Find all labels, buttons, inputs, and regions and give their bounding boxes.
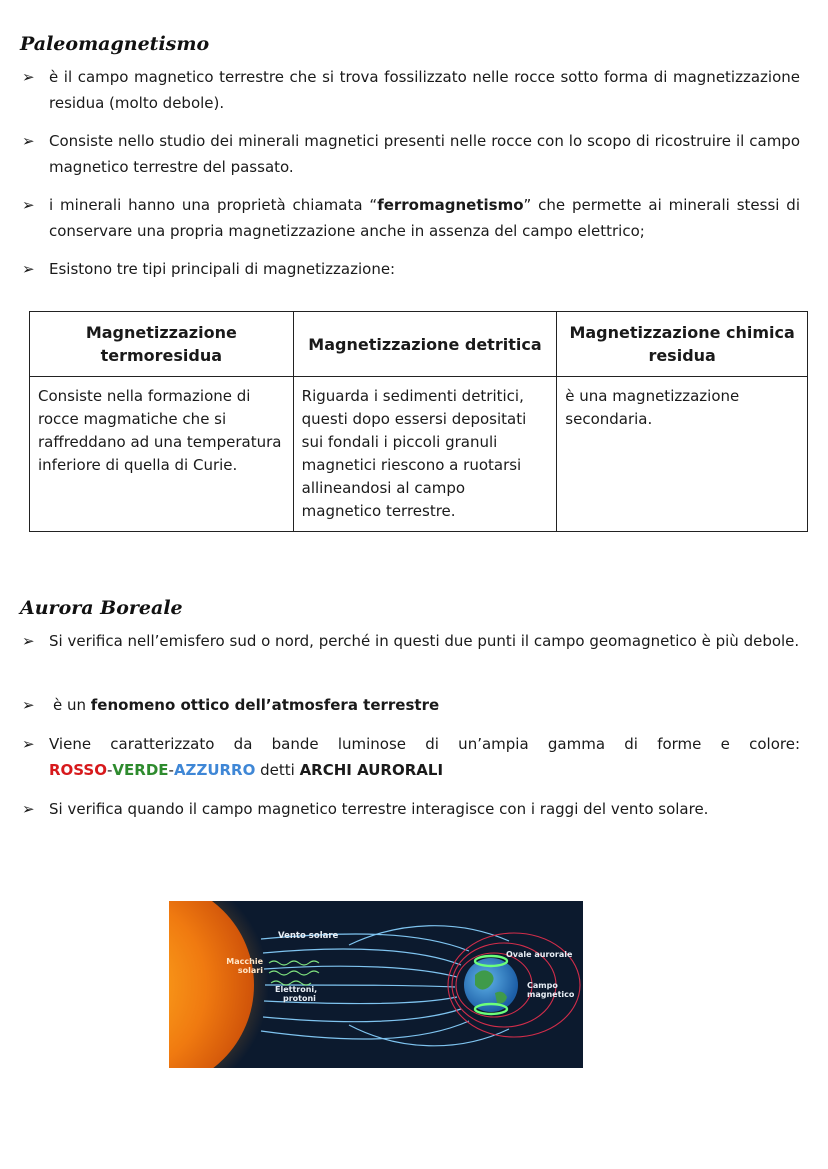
paleo-bullet-3-post: ” che permette ai minerali stessi di conservare una propria magnetizzazione anche in assenza del campo elettrico; — [49, 196, 800, 240]
label-elettroni-line1: Elettroni, — [275, 985, 318, 994]
color-verde: VERDE — [112, 761, 169, 779]
aurora-bullet-1-text: Si verifica nell’emisfero sud o nord, perché in questi due punti il campo geomagnetico è più debole. — [49, 632, 800, 650]
label-elettroni-protoni — [275, 985, 317, 1003]
table-cell-chimica: è una magnetizzazione secondaria. — [557, 377, 808, 532]
paleo-bullet-2 — [22, 128, 800, 180]
paleo-bullet-2-text: Consiste nello studio dei minerali magnetici presenti nelle rocce con lo scopo di ricostruire il campo magnetico terrestre del passato. — [49, 132, 800, 176]
paleo-bullet-3 — [22, 192, 800, 244]
table-header-detritica: Magnetizzazione detritica — [293, 312, 557, 377]
color-separator: - — [168, 761, 174, 779]
color-azzurro: AZZURRO — [173, 761, 256, 779]
aurora-bullet-3 — [22, 731, 800, 783]
arrow-bullet-icon: ➢ — [22, 196, 35, 214]
label-elettroni-line2: protoni — [283, 994, 316, 1003]
paleo-bullet-1 — [22, 64, 800, 116]
aurora-bullet-4 — [22, 796, 800, 822]
arrow-bullet-icon: ➢ — [22, 800, 35, 818]
arrow-bullet-icon: ➢ — [22, 696, 35, 714]
archi-aurorali-term: ARCHI AURORALI — [299, 761, 444, 779]
table-cell-termoresidua: Consiste nella formazione di rocce magmatiche che si raffreddano ad una temperatura inferiore di quella di Curie. — [30, 377, 294, 532]
aurora-bullet-3-text — [49, 731, 800, 783]
label-campo-magnetico — [527, 981, 574, 999]
label-vento-solare: Vento solare — [278, 931, 339, 941]
label-campo-line1: Campo — [527, 981, 558, 990]
paleo-bullet-4 — [22, 256, 800, 282]
aurora-bullet-2 — [22, 692, 800, 718]
ferromagnetismo-term: ferromagnetismo — [377, 196, 524, 214]
table-header-termoresidua: Magnetizzazione termoresidua — [30, 312, 294, 377]
paleo-bullet-3-text — [49, 192, 800, 244]
aurora-bullet-3-mid: detti — [255, 761, 300, 779]
paleo-bullet-4-text: Esistono tre tipi principali di magnetizzazione: — [49, 260, 396, 278]
label-macchie-line2: solari — [237, 966, 263, 975]
aurora-bullet-1 — [22, 628, 800, 654]
arrow-bullet-icon: ➢ — [22, 132, 35, 150]
aurora-bullet-3-line1: Viene caratterizzato da bande luminose di un’ampia gamma di forme e colore: — [49, 735, 800, 753]
color-rosso: ROSSO — [49, 761, 107, 779]
aurora-bullet-2-pre: è un — [53, 696, 91, 714]
color-separator: - — [107, 761, 113, 779]
aurora-bullet-4-text: Si verifica quando il campo magnetico terrestre interagisce con i raggi del vento solare. — [49, 800, 709, 818]
paleo-bullet-1-text: è il campo magnetico terrestre che si trova fossilizzato nelle rocce sotto forma di magnetizzazione residua (molto debole). — [49, 68, 800, 112]
table-header-chimica: Magnetizzazione chimica residua — [557, 312, 808, 377]
arrow-bullet-icon: ➢ — [22, 632, 35, 650]
section-title-paleomagnetismo: Paleomagnetismo — [20, 33, 210, 55]
label-ovale-aurorale: Ovale aurorale — [506, 950, 573, 959]
aurora-bullet-2-text — [53, 692, 800, 718]
aurora-bullet-3-line2 — [49, 757, 800, 783]
label-macchie-line1: Macchie — [226, 957, 263, 966]
arrow-bullet-icon: ➢ — [22, 260, 35, 278]
label-macchie-solari — [221, 957, 263, 975]
solar-wind-illustration — [169, 901, 583, 1068]
arrow-bullet-icon: ➢ — [22, 735, 35, 753]
table-header-row — [30, 312, 808, 377]
magnetization-table — [29, 311, 808, 532]
arrow-bullet-icon: ➢ — [22, 68, 35, 86]
solar-wind-figure — [169, 901, 583, 1068]
table-cell-detritica: Riguarda i sedimenti detritici, questi dopo essersi depositati sui fondali i piccoli granuli magnetici riescono a ruotarsi allineandosi al campo magnetico terrestre. — [293, 377, 557, 532]
table-row — [30, 377, 808, 532]
section-title-aurora: Aurora Boreale — [20, 597, 183, 619]
paleo-bullet-3-pre: i minerali hanno una proprietà chiamata “ — [49, 196, 378, 214]
fenomeno-ottico-term: fenomeno ottico dell’atmosfera terrestre — [90, 696, 440, 714]
label-campo-line2: magnetico — [527, 990, 575, 999]
